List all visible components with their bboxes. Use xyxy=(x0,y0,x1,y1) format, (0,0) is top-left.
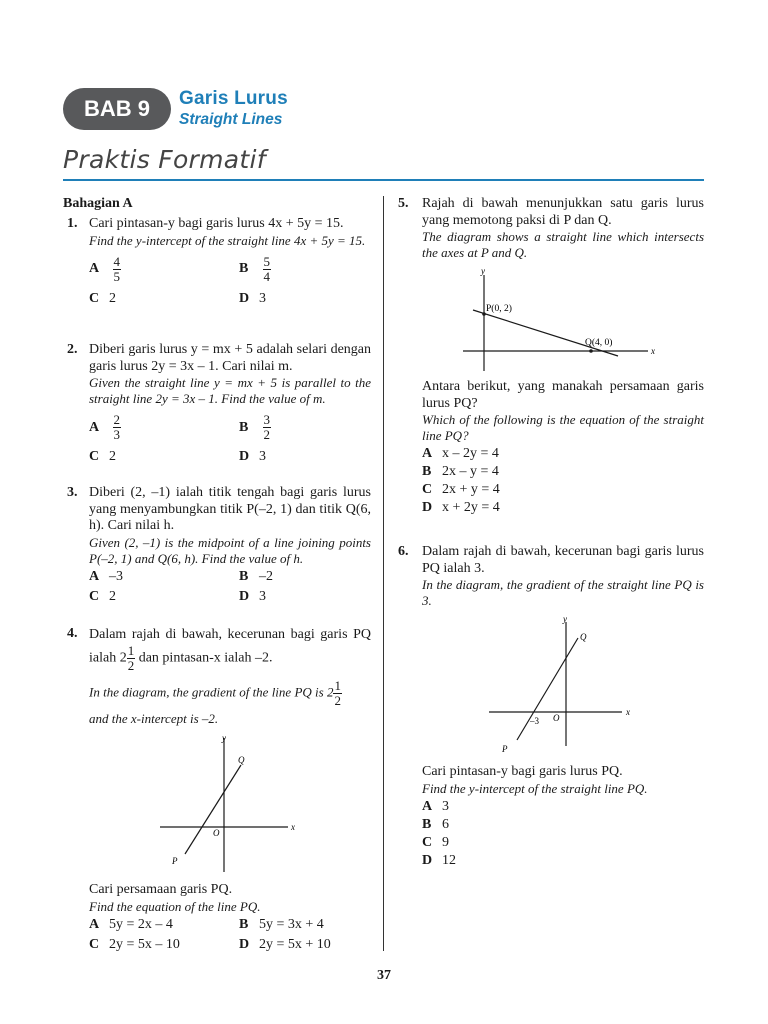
point-p-label: P(0, 2) xyxy=(486,304,512,314)
question-4-prompt xyxy=(63,882,371,957)
question-prompt-en: Find the equation of the line PQ. xyxy=(89,898,261,914)
point-q-label: Q xyxy=(238,755,245,765)
line-pq xyxy=(185,765,241,854)
option-d[interactable]: D 12 xyxy=(422,852,456,868)
option-a[interactable]: A x – 2y = 4 xyxy=(422,446,499,461)
x-intercept-label: –3 xyxy=(530,716,539,726)
question-6-prompt xyxy=(398,764,704,871)
options-row xyxy=(89,569,371,589)
question-4 xyxy=(63,626,371,730)
options-row xyxy=(89,413,371,449)
point-q xyxy=(589,349,593,353)
question-text-ms: Diberi garis lurus y = mx + 5 adalah selari dengan garis lurus 2y = 3x – 1. Cari nilai m. xyxy=(89,342,371,374)
option-letter: A xyxy=(89,419,100,435)
option-fraction: $\frac{2}{3}$ xyxy=(113,412,120,442)
options-row xyxy=(89,449,371,469)
question-text-ms: Diberi (2, –1) ialah titik tengah bagi garis lurus yang menyambungkan titik P(–2, 1) dan titik Q(6, h). Cari nilai h. xyxy=(89,485,371,533)
options-row xyxy=(89,589,371,609)
option-b[interactable] xyxy=(239,255,271,284)
question-prompt-ms: Cari pintasan-y bagi garis lurus PQ. xyxy=(422,764,623,779)
option-d[interactable]: D 2y = 5x + 10 xyxy=(239,936,331,952)
question-prompt-ms: Cari persamaan garis PQ. xyxy=(89,882,233,897)
question-text-en: In the diagram, the gradient of the line PQ is 2 $\frac{1}{2}$ and the x-intercept is –2. xyxy=(89,678,341,726)
options-row xyxy=(89,937,371,957)
origin-label: O xyxy=(553,713,560,723)
point-q-label: Q(4, 0) xyxy=(585,338,613,348)
option-b[interactable]: B 6 xyxy=(422,816,449,832)
point-p-label: P xyxy=(502,744,508,754)
question-prompt-en: Which of the following is the equation of the straight line PQ? xyxy=(422,412,704,443)
option-d[interactable]: D 3 xyxy=(239,449,266,464)
option-b[interactable]: B 2x – y = 4 xyxy=(422,464,499,479)
part-label: Bahagian A xyxy=(63,196,133,211)
mixed-fraction: $\frac{1}{2}$ xyxy=(334,678,341,708)
option-c[interactable]: C 2y = 5x – 10 xyxy=(89,936,180,952)
question-text-en: In the diagram, the gradient of the straight line PQ is 3. xyxy=(422,577,704,608)
x-axis-label: x xyxy=(651,346,655,356)
option-c[interactable]: C 2 xyxy=(89,290,116,306)
question-1 xyxy=(63,216,371,311)
option-b[interactable]: B 5y = 3x + 4 xyxy=(239,916,324,932)
option-b[interactable]: B –2 xyxy=(239,568,273,584)
option-fraction: $\frac{5}{4}$ xyxy=(263,253,270,284)
question-text-ms: Dalam rajah di bawah, kecerunan bagi garis PQ ialah 2 $\frac{1}{2}$ dan pintasan-x ialah –2. xyxy=(89,627,371,673)
option-c[interactable]: C 2 xyxy=(89,588,116,604)
option-a[interactable] xyxy=(89,255,121,284)
question-number: 4. xyxy=(67,626,78,641)
question-number: 5. xyxy=(398,196,409,211)
chapter-badge: BAB 9 xyxy=(63,88,171,130)
column-divider xyxy=(383,196,384,951)
question-5 xyxy=(398,196,704,261)
question-number: 2. xyxy=(67,342,78,357)
option-c[interactable]: C 2x + y = 4 xyxy=(422,482,500,497)
q5-diagram xyxy=(455,263,670,373)
option-a[interactable]: A 5y = 2x – 4 xyxy=(89,916,173,932)
option-d[interactable]: D x + 2y = 4 xyxy=(422,500,500,515)
x-axis-label: x xyxy=(626,707,630,717)
option-d[interactable]: D 3 xyxy=(239,588,266,604)
y-axis-label: y xyxy=(481,266,485,276)
y-axis-label: y xyxy=(563,614,567,624)
q4-diagram xyxy=(150,730,310,875)
option-a[interactable] xyxy=(89,413,121,442)
options-row xyxy=(89,291,371,311)
point-p-label: P xyxy=(172,856,178,866)
question-5-prompt xyxy=(398,379,704,518)
options-row xyxy=(89,917,371,937)
question-number: 6. xyxy=(398,544,409,559)
option-fraction: $\frac{4}{5}$ xyxy=(113,253,120,284)
option-a[interactable]: A –3 xyxy=(89,568,123,584)
y-axis-label: y xyxy=(222,733,226,743)
question-text-en: Given the straight line y = mx + 5 is parallel to the straight line 2y = 3x – 1. Find the value of m. xyxy=(89,375,371,406)
x-axis-label: x xyxy=(291,822,295,832)
option-c[interactable]: C 2 xyxy=(89,449,116,464)
options-row xyxy=(89,255,371,291)
title-rule xyxy=(63,179,704,181)
q6-diagram xyxy=(482,612,642,757)
section-title: Praktis Formatif xyxy=(63,145,266,174)
option-b[interactable] xyxy=(239,413,271,442)
line-pq xyxy=(473,310,618,356)
chapter-title-en: Straight Lines xyxy=(179,111,283,128)
option-letter: B xyxy=(239,261,249,277)
page-number: 37 xyxy=(377,968,391,983)
question-text-en: Find the y-intercept of the straight line 4x + 5y = 15. xyxy=(89,232,366,248)
question-2 xyxy=(63,342,371,469)
question-number: 1. xyxy=(67,216,78,231)
option-letter: A xyxy=(89,261,100,277)
option-c[interactable]: C 9 xyxy=(422,834,449,850)
mixed-fraction: $\frac{1}{2}$ xyxy=(127,643,135,673)
question-text-ms: Rajah di bawah menunjukkan satu garis lurus yang memotong paksi di P dan Q. xyxy=(422,196,704,228)
question-prompt-en: Find the y-intercept of the straight line PQ. xyxy=(422,780,648,796)
point-q-label: Q xyxy=(580,632,587,642)
question-text-en: The diagram shows a straight line which intersects the axes at P and Q. xyxy=(422,229,704,260)
question-text-ms: Dalam rajah di bawah, kecerunan bagi garis lurus PQ ialah 3. xyxy=(422,544,704,576)
question-text-en: Given (2, –1) is the midpoint of a line joining points P(–2, 1) and Q(6, h). Find the value of h. xyxy=(89,534,371,566)
chapter-title-ms: Garis Lurus xyxy=(179,88,288,109)
option-a[interactable]: A 3 xyxy=(422,798,449,814)
question-3 xyxy=(63,485,371,609)
option-letter: B xyxy=(239,419,249,435)
question-6 xyxy=(398,544,704,609)
question-number: 3. xyxy=(67,485,78,500)
question-text-ms: Cari pintasan-y bagi garis lurus 4x + 5y = 15. xyxy=(89,216,344,231)
option-fraction: $\frac{3}{2}$ xyxy=(263,412,270,442)
question-prompt-ms: Antara berikut, yang manakah persamaan garis lurus PQ? xyxy=(422,379,704,411)
origin-label: O xyxy=(213,828,220,838)
option-d[interactable]: D 3 xyxy=(239,290,266,306)
line-pq xyxy=(517,638,578,740)
